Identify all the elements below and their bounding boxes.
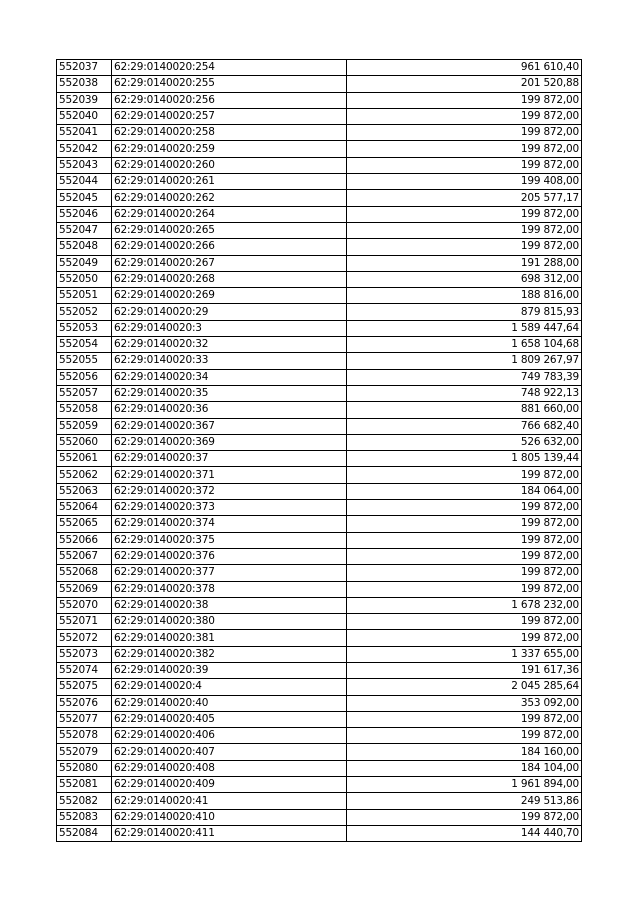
table-row [57,614,582,630]
row-id-cell: 552057 [57,385,112,401]
cadastral-number-cell: 62:29:0140020:255 [112,76,347,92]
cadastral-number-cell: 62:29:0140020:371 [112,467,347,483]
amount-cell: 1 337 655,00 [347,646,582,662]
cadastral-number-cell: 62:29:0140020:381 [112,630,347,646]
amount-cell: 199 872,00 [347,809,582,825]
cadastral-number-cell: 62:29:0140020:257 [112,108,347,124]
cadastral-number-cell: 62:29:0140020:376 [112,548,347,564]
amount-cell: 199 872,00 [347,222,582,238]
row-id-cell: 552050 [57,271,112,287]
cadastral-number-cell: 62:29:0140020:374 [112,516,347,532]
amount-cell: 1 589 447,64 [347,320,582,336]
amount-cell: 199 872,00 [347,467,582,483]
amount-cell: 961 610,40 [347,60,582,76]
cadastral-number-cell: 62:29:0140020:259 [112,141,347,157]
amount-cell: 526 632,00 [347,434,582,450]
amount-cell: 184 104,00 [347,760,582,776]
table-row [57,679,582,695]
row-id-cell: 552080 [57,760,112,776]
cadastral-number-cell: 62:29:0140020:268 [112,271,347,287]
cadastral-number-cell: 62:29:0140020:266 [112,239,347,255]
row-id-cell: 552077 [57,711,112,727]
row-id-cell: 552070 [57,597,112,613]
table-row [57,548,582,564]
row-id-cell: 552051 [57,288,112,304]
amount-cell: 199 872,00 [347,516,582,532]
cadastral-number-cell: 62:29:0140020:406 [112,728,347,744]
cadastral-number-cell: 62:29:0140020:32 [112,337,347,353]
row-id-cell: 552048 [57,239,112,255]
cadastral-number-cell: 62:29:0140020:382 [112,646,347,662]
table-row [57,76,582,92]
amount-cell: 199 872,00 [347,728,582,744]
row-id-cell: 552054 [57,337,112,353]
amount-cell: 199 872,00 [347,532,582,548]
amount-cell: 199 872,00 [347,581,582,597]
row-id-cell: 552062 [57,467,112,483]
amount-cell: 199 872,00 [347,630,582,646]
cadastral-number-cell: 62:29:0140020:265 [112,222,347,238]
amount-cell: 353 092,00 [347,695,582,711]
table-row [57,190,582,206]
amount-cell: 879 815,93 [347,304,582,320]
row-id-cell: 552037 [57,60,112,76]
document-page [56,59,579,842]
cadastral-number-cell: 62:29:0140020:408 [112,760,347,776]
row-id-cell: 552038 [57,76,112,92]
cadastral-number-cell: 62:29:0140020:378 [112,581,347,597]
amount-cell: 199 408,00 [347,174,582,190]
table-row [57,174,582,190]
table-row [57,711,582,727]
amount-cell: 199 872,00 [347,565,582,581]
amount-cell: 201 520,88 [347,76,582,92]
cadastral-number-cell: 62:29:0140020:267 [112,255,347,271]
table-row [57,793,582,809]
row-id-cell: 552069 [57,581,112,597]
amount-cell: 2 045 285,64 [347,679,582,695]
row-id-cell: 552044 [57,174,112,190]
amount-cell: 184 160,00 [347,744,582,760]
amount-cell: 199 872,00 [347,206,582,222]
amount-cell: 199 872,00 [347,711,582,727]
row-id-cell: 552053 [57,320,112,336]
row-id-cell: 552073 [57,646,112,662]
row-id-cell: 552052 [57,304,112,320]
table-row [57,728,582,744]
table-row [57,239,582,255]
table-row [57,565,582,581]
amount-cell: 199 872,00 [347,125,582,141]
amount-cell: 199 872,00 [347,157,582,173]
row-id-cell: 552058 [57,402,112,418]
row-id-cell: 552071 [57,614,112,630]
amount-cell: 749 783,39 [347,369,582,385]
cadastral-number-cell: 62:29:0140020:409 [112,777,347,793]
amount-cell: 1 678 232,00 [347,597,582,613]
row-id-cell: 552039 [57,92,112,108]
table-row [57,760,582,776]
cadastral-number-cell: 62:29:0140020:269 [112,288,347,304]
cadastral-number-cell: 62:29:0140020:3 [112,320,347,336]
row-id-cell: 552045 [57,190,112,206]
cadastral-number-cell: 62:29:0140020:29 [112,304,347,320]
row-id-cell: 552046 [57,206,112,222]
amount-cell: 188 816,00 [347,288,582,304]
amount-cell: 184 064,00 [347,483,582,499]
row-id-cell: 552047 [57,222,112,238]
cadastral-number-cell: 62:29:0140020:261 [112,174,347,190]
table-row [57,744,582,760]
table-row [57,304,582,320]
row-id-cell: 552041 [57,125,112,141]
table-row [57,337,582,353]
row-id-cell: 552056 [57,369,112,385]
row-id-cell: 552040 [57,108,112,124]
row-id-cell: 552084 [57,825,112,841]
cadastral-number-cell: 62:29:0140020:405 [112,711,347,727]
row-id-cell: 552066 [57,532,112,548]
cadastral-number-cell: 62:29:0140020:372 [112,483,347,499]
row-id-cell: 552043 [57,157,112,173]
cadastral-number-cell: 62:29:0140020:367 [112,418,347,434]
cadastral-number-cell: 62:29:0140020:4 [112,679,347,695]
table-row [57,402,582,418]
amount-cell: 881 660,00 [347,402,582,418]
row-id-cell: 552059 [57,418,112,434]
cadastral-number-cell: 62:29:0140020:256 [112,92,347,108]
cadastral-number-cell: 62:29:0140020:264 [112,206,347,222]
amount-cell: 199 872,00 [347,500,582,516]
amount-cell: 144 440,70 [347,825,582,841]
table-row [57,825,582,841]
amount-cell: 191 288,00 [347,255,582,271]
row-id-cell: 552081 [57,777,112,793]
cadastral-number-cell: 62:29:0140020:380 [112,614,347,630]
cadastral-number-cell: 62:29:0140020:38 [112,597,347,613]
amount-cell: 748 922,13 [347,385,582,401]
row-id-cell: 552079 [57,744,112,760]
cadastral-number-cell: 62:29:0140020:33 [112,353,347,369]
cadastral-value-table [56,59,582,842]
cadastral-number-cell: 62:29:0140020:35 [112,385,347,401]
amount-cell: 766 682,40 [347,418,582,434]
table-row [57,157,582,173]
table-row [57,646,582,662]
amount-cell: 1 961 894,00 [347,777,582,793]
cadastral-number-cell: 62:29:0140020:260 [112,157,347,173]
table-row [57,483,582,499]
amount-cell: 199 872,00 [347,614,582,630]
table-body [57,60,582,842]
table-row [57,92,582,108]
amount-cell: 1 809 267,97 [347,353,582,369]
cadastral-number-cell: 62:29:0140020:254 [112,60,347,76]
cadastral-number-cell: 62:29:0140020:37 [112,451,347,467]
table-row [57,434,582,450]
amount-cell: 205 577,17 [347,190,582,206]
cadastral-number-cell: 62:29:0140020:407 [112,744,347,760]
row-id-cell: 552082 [57,793,112,809]
row-id-cell: 552063 [57,483,112,499]
row-id-cell: 552083 [57,809,112,825]
row-id-cell: 552049 [57,255,112,271]
table-row [57,467,582,483]
amount-cell: 191 617,36 [347,662,582,678]
table-row [57,369,582,385]
amount-cell: 1 805 139,44 [347,451,582,467]
row-id-cell: 552072 [57,630,112,646]
row-id-cell: 552078 [57,728,112,744]
table-row [57,695,582,711]
table-row [57,630,582,646]
amount-cell: 199 872,00 [347,239,582,255]
amount-cell: 249 513,86 [347,793,582,809]
cadastral-number-cell: 62:29:0140020:375 [112,532,347,548]
row-id-cell: 552055 [57,353,112,369]
amount-cell: 199 872,00 [347,108,582,124]
table-row [57,222,582,238]
row-id-cell: 552067 [57,548,112,564]
amount-cell: 698 312,00 [347,271,582,287]
table-row [57,597,582,613]
table-row [57,108,582,124]
cadastral-number-cell: 62:29:0140020:373 [112,500,347,516]
cadastral-number-cell: 62:29:0140020:262 [112,190,347,206]
table-row [57,809,582,825]
cadastral-number-cell: 62:29:0140020:34 [112,369,347,385]
table-row [57,288,582,304]
table-row [57,271,582,287]
cadastral-number-cell: 62:29:0140020:411 [112,825,347,841]
row-id-cell: 552075 [57,679,112,695]
cadastral-number-cell: 62:29:0140020:40 [112,695,347,711]
row-id-cell: 552068 [57,565,112,581]
table-row [57,385,582,401]
table-row [57,581,582,597]
cadastral-number-cell: 62:29:0140020:410 [112,809,347,825]
table-row [57,320,582,336]
cadastral-number-cell: 62:29:0140020:369 [112,434,347,450]
table-row [57,141,582,157]
cadastral-number-cell: 62:29:0140020:258 [112,125,347,141]
table-row [57,516,582,532]
row-id-cell: 552076 [57,695,112,711]
table-row [57,662,582,678]
table-row [57,500,582,516]
table-row [57,777,582,793]
row-id-cell: 552061 [57,451,112,467]
table-row [57,353,582,369]
amount-cell: 199 872,00 [347,92,582,108]
table-row [57,418,582,434]
row-id-cell: 552060 [57,434,112,450]
table-row [57,451,582,467]
amount-cell: 199 872,00 [347,141,582,157]
cadastral-number-cell: 62:29:0140020:377 [112,565,347,581]
table-row [57,532,582,548]
table-row [57,125,582,141]
table-row [57,60,582,76]
cadastral-number-cell: 62:29:0140020:39 [112,662,347,678]
row-id-cell: 552064 [57,500,112,516]
row-id-cell: 552042 [57,141,112,157]
cadastral-number-cell: 62:29:0140020:36 [112,402,347,418]
table-row [57,255,582,271]
table-row [57,206,582,222]
row-id-cell: 552074 [57,662,112,678]
amount-cell: 199 872,00 [347,548,582,564]
row-id-cell: 552065 [57,516,112,532]
cadastral-number-cell: 62:29:0140020:41 [112,793,347,809]
amount-cell: 1 658 104,68 [347,337,582,353]
